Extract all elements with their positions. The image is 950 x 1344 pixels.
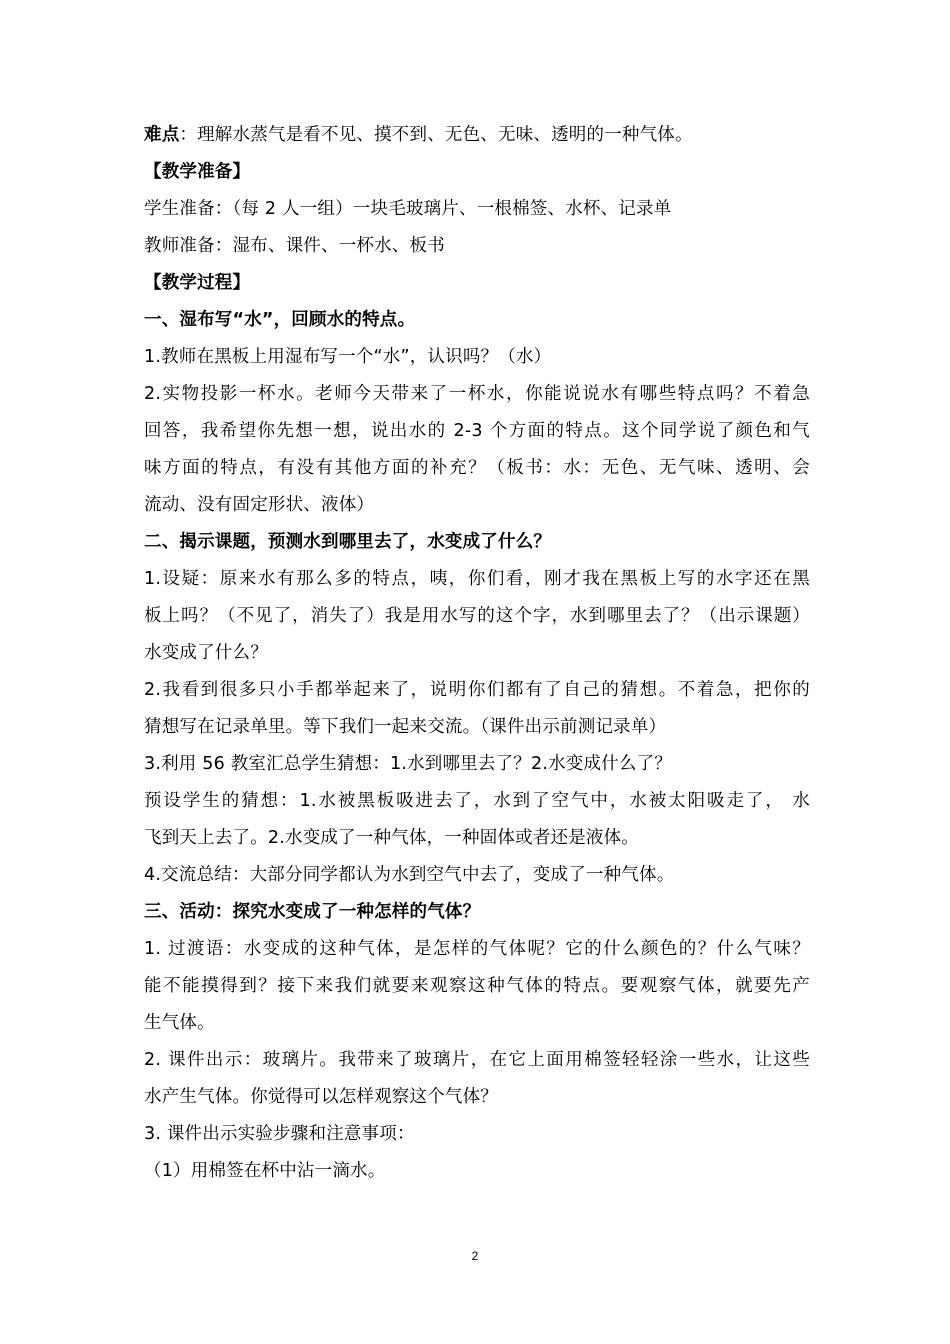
text-line [144, 938, 810, 960]
text-line [144, 272, 810, 294]
text-line [144, 642, 810, 664]
text-line [144, 124, 810, 146]
text-span: 3. 课件出示实验步骤和注意事项： [144, 1124, 415, 1144]
text-span: 板上吗？（不见了，消失了）我是用水写的这个字，水到哪里去了？（出示课题） [144, 606, 810, 626]
text-span: 教师准备：湿布、课件、一杯水、板书 [144, 236, 445, 256]
text-span: 1.教师在黑板上用湿布写一个“水”，认识吗？（水） [144, 347, 552, 367]
text-span: 3.利用 56 教室汇总学生猜想：1.水到哪里去了？2.水变成什么了？ [144, 754, 672, 774]
text-span: 4.交流总结：大部分同学都认为水到空气中去了，变成了一种气体。 [144, 865, 675, 885]
text-line [144, 420, 810, 442]
text-span: 1.设疑：原来水有那么多的特点，咦，你们看，刚才我在黑板上写的水字还在黑 [144, 569, 810, 589]
bold-text-span: 二、揭示课题，预测水到哪里去了，水变成了什么？ [144, 532, 552, 552]
text-span: 1. 过渡语：水变成的这种气体，是怎样的气体呢？它的什么颜色的？什么气味？ [144, 939, 810, 959]
text-line [144, 531, 810, 553]
text-line [144, 827, 810, 849]
text-line [144, 1012, 810, 1034]
text-line [144, 975, 810, 997]
text-line [144, 1049, 810, 1071]
text-span: 水变成了什么？ [144, 643, 268, 663]
text-span: 味方面的特点，有没有其他方面的补充？（板书：水：无色、无气味、透明、会 [144, 458, 810, 478]
text-span: （1）用棉签在杯中沾一滴水。 [144, 1161, 386, 1181]
text-span: 水产生气体。你觉得可以怎样观察这个气体？ [144, 1087, 498, 1107]
bold-text-span: 【教学过程】 [144, 273, 251, 293]
text-line [144, 1086, 810, 1108]
text-span: ：理解水蒸气是看不见、摸不到、无色、无味、透明的一种气体。 [179, 125, 693, 145]
text-span: 生气体。 [144, 1013, 215, 1033]
text-span: 学生准备：（每 2 人一组）一块毛玻璃片、一根棉签、水杯、记录单 [144, 199, 672, 219]
text-line [144, 309, 810, 331]
text-line [144, 1123, 810, 1145]
text-span: 2. 课件出示：玻璃片。我带来了玻璃片，在它上面用棉签轻轻涂一些水，让这些 [144, 1050, 810, 1070]
text-line [144, 198, 810, 220]
text-line [144, 568, 810, 590]
text-line [144, 383, 810, 405]
text-line [144, 901, 810, 923]
text-span: 飞到天上去了。2.水变成了一种气体，一种固体或者还是液体。 [144, 828, 639, 848]
text-span: 预设学生的猜想：1.水被黑板吸进去了，水到了空气中，水被太阳吸走了， 水 [144, 791, 810, 811]
bold-text-span: 【教学准备】 [144, 162, 251, 182]
page-number: 2 [471, 1249, 479, 1263]
text-line [144, 753, 810, 775]
text-line [144, 605, 810, 627]
text-line [144, 494, 810, 516]
text-line [144, 864, 810, 886]
text-line [144, 679, 810, 701]
text-span: 2.我看到很多只小手都举起来了，说明你们都有了自己的猜想。不着急，把你的 [144, 680, 810, 700]
bold-text-span: 一、湿布写“水”，回顾水的特点。 [144, 310, 416, 330]
bold-text-span: 三、活动：探究水变成了一种怎样的气体？ [144, 902, 481, 922]
bold-text-span: 难点 [144, 125, 180, 145]
text-span: 流动、没有固定形状、液体） [144, 495, 375, 515]
text-span: 能不能摸得到？接下来我们就要来观察这种气体的特点。要观察气体，就要先产 [144, 976, 810, 996]
text-line [144, 346, 810, 368]
text-span: 猜想写在记录单里。等下我们一起来交流。（课件出示前测记录单） [144, 717, 667, 737]
text-line [144, 161, 810, 183]
text-line [144, 1160, 810, 1182]
text-line [144, 235, 810, 257]
text-line [144, 457, 810, 479]
text-span: 2.实物投影一杯水。老师今天带来了一杯水，你能说说水有哪些特点吗？不着急 [144, 384, 810, 404]
text-span: 回答，我希望你先想一想，说出水的 2-3 个方面的特点。这个同学说了颜色和气 [144, 421, 810, 441]
text-line [144, 790, 810, 812]
text-line [144, 716, 810, 738]
